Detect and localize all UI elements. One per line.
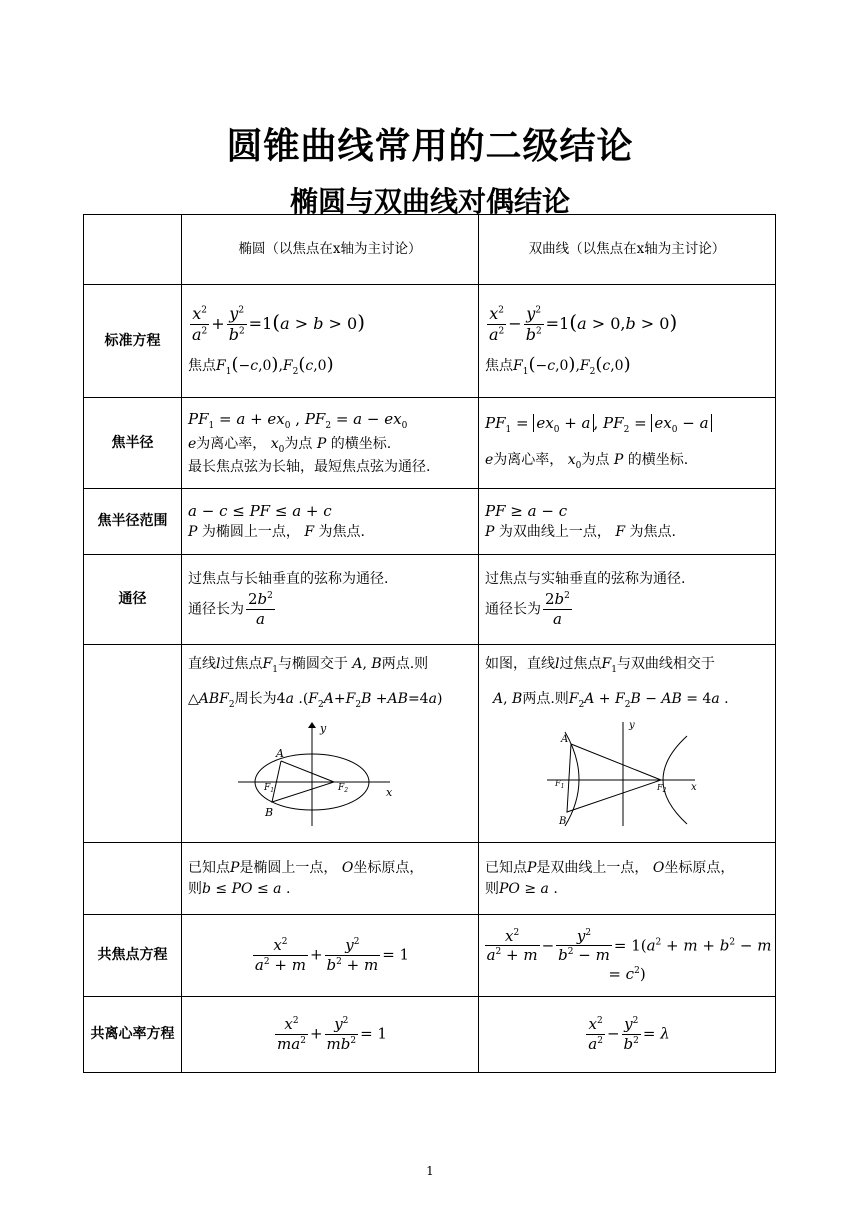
- row-label-focal-radius: 焦半径: [84, 398, 182, 489]
- ellipse-diagram: [228, 718, 398, 828]
- page-number: 1: [426, 1164, 434, 1178]
- row-label-latus: 通径: [84, 555, 182, 645]
- table-row: [84, 555, 776, 645]
- hyperbola-focal-note: e为离心率， $x_0$为点 P 的横坐标.: [485, 451, 689, 471]
- hyperbola-focal-formula: $PF_1 = ex_0 + a$ , $PF_2 = ex_0 - a$: [485, 414, 769, 437]
- row-label-empty: [84, 843, 182, 915]
- ellipse-latus-cell: [182, 555, 479, 645]
- ellipse-equation: $\frac{x^2}{a^2}$ + $\frac{y^2}{b^2}$ =1(a > b > 0): [192, 303, 366, 344]
- ellipse-triangle-text2: $\triangle ABF_2$周长为4a $.(F_2A+F_2B +AB=4a)$: [188, 691, 443, 711]
- ellipse-po-cell: [182, 843, 479, 915]
- row-label-coecc: 共离心率方程: [84, 997, 182, 1073]
- ellipse-focal-formula: $PF_1 = a + ex_0$ , $PF_2 = a - ex_0$: [188, 409, 408, 431]
- focal-triangle: [567, 744, 661, 812]
- svg-text:x: x: [691, 781, 697, 793]
- header-ellipse: 椭圆（以焦点在x轴为主讨论）: [182, 215, 479, 285]
- svg-text:y: y: [629, 719, 635, 731]
- row-label-focal-range: 焦半径范围: [84, 489, 182, 555]
- hyperbola-standard-cell: [479, 285, 776, 398]
- svg-text:x: x: [386, 785, 393, 799]
- svg-text:B: B: [559, 815, 567, 827]
- hyperbola-po-text1: 已知点P是双曲线上一点， O坐标原点，: [485, 860, 735, 877]
- hyperbola-equation: $\frac{x^2}{a^2}$ − $\frac{y^2}{b^2}$ =1(a > 0,b > 0): [489, 303, 678, 344]
- table-row: [84, 997, 776, 1073]
- ellipse-focal-note: e为离心率， $x_0$为点 P 的横坐标.: [188, 435, 392, 455]
- hyperbola-focal-radius-cell: [479, 398, 776, 489]
- row-label-empty: [84, 645, 182, 843]
- row-label-confocal: 共焦点方程: [84, 915, 182, 997]
- focus-label: 焦点: [188, 357, 216, 374]
- ellipse-latus-length: 通径长为 $\frac{2b^2}{a}$: [188, 590, 273, 629]
- table-row: [84, 843, 776, 915]
- ellipse-range-formula: a − c ≤ PF ≤ a + c: [188, 501, 332, 520]
- ellipse-confocal-cell: $\frac{x^2}{a^2 + m}$ + $\frac{y^2}{b^2 + m}$ = 1: [182, 915, 479, 997]
- ellipse-foci: 焦点$F_1(-c,0),F_2(c,0)$: [188, 353, 334, 377]
- ellipse-triangle-text1: 直线l过焦点$F_1$与椭圆交于 A, B两点.则: [188, 656, 429, 675]
- svg-text:F2: $F_2$: [657, 782, 667, 794]
- ellipse-triangle-cell: [182, 645, 479, 843]
- ellipse-po-text2: 则b ≤ PO ≤ a .: [188, 880, 291, 897]
- row-label-standard: 标准方程: [84, 285, 182, 398]
- focus-label: 焦点: [485, 357, 513, 374]
- ellipse-po-text1: 已知点P是椭圆上一点， O坐标原点，: [188, 860, 424, 877]
- hyperbola-range-formula: PF ≥ a − c: [485, 501, 568, 520]
- hyperbola-po-cell: [479, 843, 776, 915]
- hyperbola-confocal-cell: $\frac{x^2}{a^2 + m}$ − $\frac{y^2}{b^2 - m}$ = $1(a^2 + m + b^2 - m = c^2)$: [479, 915, 776, 997]
- ellipse-range-note: P 为椭圆上一点， F 为焦点.: [188, 524, 365, 541]
- hyperbola-coecc-cell: $\frac{x^2}{a^2}$ − $\frac{y^2}{b^2}$ = λ: [479, 997, 776, 1073]
- hyperbola-triangle-text2: A, B两点.则$F_2A + F_2B$ − AB = 4a .: [493, 691, 729, 711]
- svg-text:F2: $F_2$: [338, 782, 349, 794]
- table-row: [84, 915, 776, 997]
- hyperbola-po-text2: 则PO ≥ a .: [485, 880, 558, 897]
- hyperbola-foci: 焦点$F_1(-c,0),F_2(c,0)$: [485, 353, 631, 377]
- table-row: [84, 489, 776, 555]
- svg-text:B: B: [265, 805, 274, 819]
- page-title: 圆锥曲线常用的二级结论: [226, 126, 634, 167]
- hyperbola-latus-cell: [479, 555, 776, 645]
- svg-text:F1: $F_1$: [264, 782, 275, 794]
- svg-text:A: A: [561, 733, 569, 745]
- header-hyperbola: 双曲线（以焦点在x轴为主讨论）: [479, 215, 776, 285]
- table-header-row: [84, 215, 776, 285]
- table-row: [84, 398, 776, 489]
- hyperbola-latus-length: 通径长为 $\frac{2b^2}{a}$: [485, 590, 570, 629]
- hyperbola-triangle-cell: [479, 645, 776, 843]
- svg-text:A: A: [276, 746, 284, 760]
- ellipse-focal-range-cell: [182, 489, 479, 555]
- svg-text:y: y: [320, 721, 327, 735]
- hyperbola-range-note: P 为双曲线上一点， F 为焦点.: [485, 524, 676, 541]
- hyperbola-triangle-text1: 如图，直线l过焦点$F_1$与双曲线相交于: [485, 656, 715, 675]
- ellipse-focal-radius-cell: [182, 398, 479, 489]
- hyperbola-latus-def: 过焦点与实轴垂直的弦称为通径.: [485, 571, 686, 588]
- ellipse-coecc-cell: $\frac{x^2}{ma^2}$ + $\frac{y^2}{mb^2}$ = 1: [182, 997, 479, 1073]
- comparison-table: [83, 214, 776, 1073]
- ellipse-standard-cell: [182, 285, 479, 398]
- corner-cell: [84, 215, 182, 285]
- hyperbola-diagram: [543, 718, 703, 828]
- hyperbola-focal-range-cell: [479, 489, 776, 555]
- table-row: [84, 645, 776, 843]
- svg-text:F1: $F_1$: [555, 778, 565, 790]
- table-row: [84, 285, 776, 398]
- ellipse-focal-chord-note: 最长焦点弦为长轴，最短焦点弦为通径.: [188, 458, 431, 475]
- ellipse-latus-def: 过焦点与长轴垂直的弦称为通径.: [188, 571, 389, 588]
- page-subtitle: 椭圆与双曲线对偶结论: [289, 185, 570, 218]
